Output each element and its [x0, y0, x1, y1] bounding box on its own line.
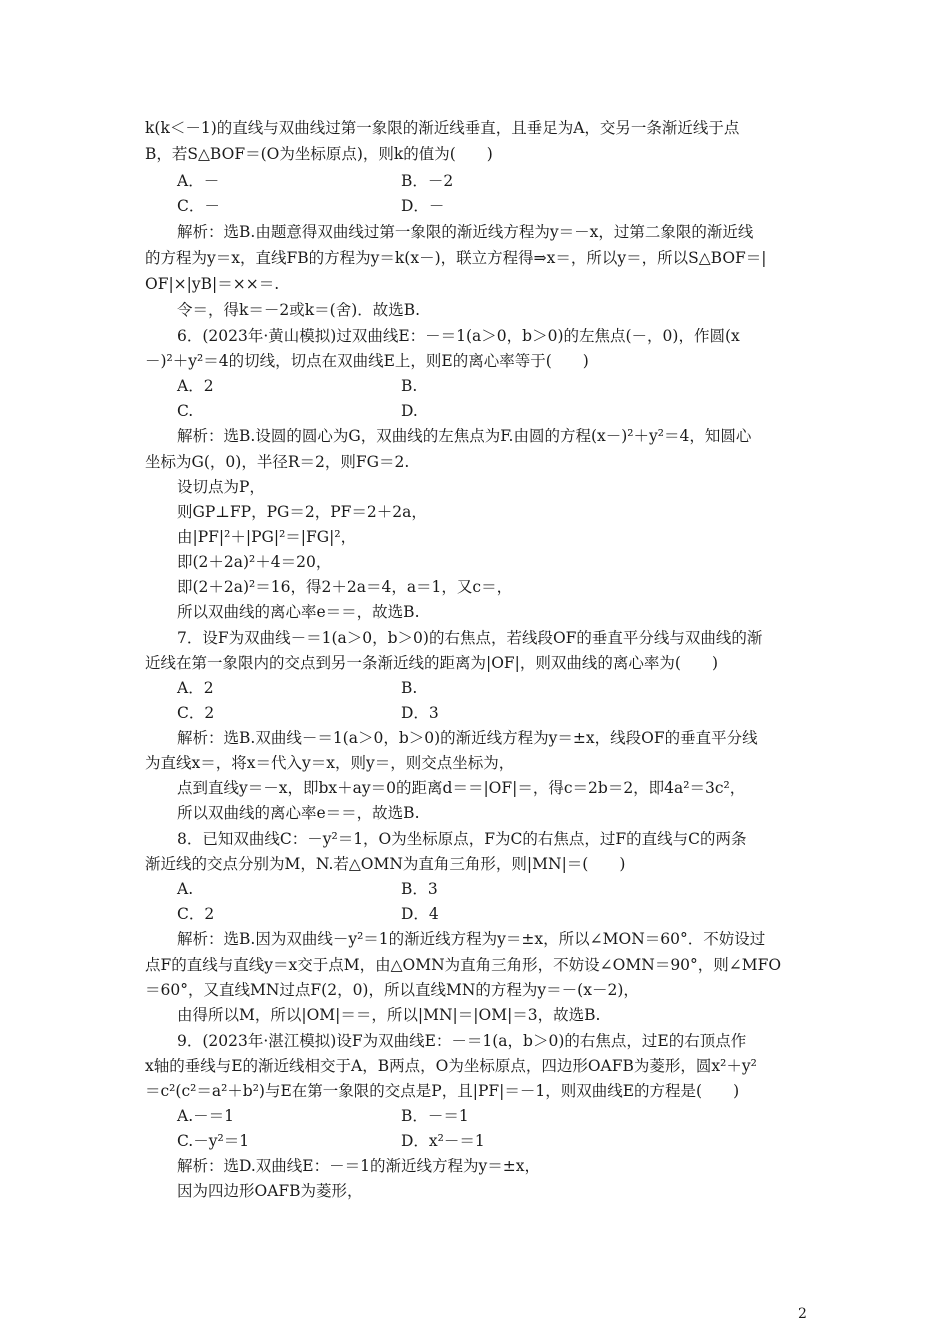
option-a: A．2	[177, 377, 214, 395]
page-number: 2	[798, 1306, 807, 1322]
text-line: 渐近线的交点分别为M，N.若△OMN为直角三角形，则|MN|＝( )	[145, 855, 626, 873]
text-line: 所以双曲线的离心率e＝＝，故选B.	[177, 603, 420, 621]
option-d: D.	[401, 402, 418, 420]
text-line: 为直线x＝，将x＝代入y＝x，则y＝，则交点坐标为，	[145, 754, 515, 772]
option-d: D．4	[401, 905, 439, 923]
text-line: 令＝，得k＝－2或k＝(舍)．故选B.	[177, 301, 421, 319]
option-c: C．2	[177, 704, 215, 722]
text-line: OF|×|yB|＝××＝.	[145, 275, 280, 293]
option-b: B．3	[401, 880, 438, 898]
text-line: 解析：选D.双曲线E：－＝1的渐近线方程为y＝±x，	[177, 1157, 540, 1175]
text-line: 解析：选B.设圆的圆心为G，双曲线的左焦点为F.由圆的方程(x－)²＋y²＝4，知圆心	[177, 427, 752, 445]
text-line: 点到直线y＝－x，即bx＋ay＝0的距离d＝＝|OF|＝，得c＝2b＝2，即4a²＝3c²，	[177, 779, 746, 797]
option-c: C．－	[177, 197, 220, 215]
option-b: B．－2	[401, 172, 454, 190]
text-line: 所以双曲线的离心率e＝＝，故选B.	[177, 804, 420, 822]
option-a: A．－	[177, 172, 220, 190]
question-7: 7．设F为双曲线－＝1(a＞0，b＞0)的右焦点，若线段OF的垂直平分线与双曲线的渐	[177, 629, 763, 647]
option-b: B．－＝1	[401, 1107, 469, 1125]
text-line: 因为四边形OAFB为菱形，	[177, 1182, 363, 1200]
option-c: C.	[177, 402, 194, 420]
text-line: 设切点为P，	[177, 478, 265, 496]
option-c: C．2	[177, 905, 215, 923]
text-line: 即(2＋2a)²＋4＝20，	[177, 553, 332, 571]
text-line: 则GP⊥FP，PG＝2，PF＝2＋2a，	[177, 503, 427, 521]
option-d: D．3	[401, 704, 439, 722]
option-a: A.	[177, 880, 194, 898]
option-c: C.－y²＝1	[177, 1132, 250, 1150]
text-line: 的方程为y＝x，直线FB的方程为y＝k(x－)，联立方程得⇒x＝，所以y＝，所以S△BOF＝|	[145, 249, 767, 267]
text-line: ＝60°，又直线MN过点F(2，0)，所以直线MN的方程为y＝－(x－2)，	[145, 981, 639, 999]
text-line: 解析：选B.双曲线－＝1(a＞0，b＞0)的渐近线方程为y＝±x，线段OF的垂直平分线	[177, 729, 758, 747]
text-line: 由|PF|²＋|PG|²＝|FG|²，	[177, 528, 357, 546]
option-b: B.	[401, 377, 418, 395]
text-line: 即(2＋2a)²＝16，得2＋2a＝4，a＝1，又c＝，	[177, 578, 513, 596]
option-d: D．x²－＝1	[401, 1132, 485, 1150]
text-line: 坐标为G(，0)，半径R＝2，则FG＝2.	[145, 453, 410, 471]
question-8: 8．已知双曲线C：－y²＝1，O为坐标原点，F为C的右焦点，过F的直线与C的两条	[177, 830, 747, 848]
text-line: 点F的直线与直线y＝x交于点M，由△OMN为直角三角形，不妨设∠OMN＝90°，则∠MFO	[145, 956, 782, 974]
question-9: 9．(2023年·湛江模拟)设F为双曲线E：－＝1(a，b＞0)的右焦点，过E的右顶点作	[177, 1032, 747, 1050]
text-line: －)²＋y²＝4的切线，切点在双曲线E上，则E的离心率等于( )	[145, 352, 589, 370]
text-line: 近线在第一象限内的交点到另一条渐近线的距离为|OF|，则双曲线的离心率为( )	[145, 654, 719, 672]
text-line: k(k＜－1)的直线与双曲线过第一象限的渐近线垂直，且垂足为A，交另一条渐近线于点	[145, 119, 740, 137]
text-line: B，若S△BOF＝(O为坐标原点)，则k的值为( )	[145, 145, 493, 163]
text-line: 解析：选B.因为双曲线－y²＝1的渐近线方程为y＝±x，所以∠MON＝60°．不妨设过	[177, 930, 766, 948]
text-line: x轴的垂线与E的渐近线相交于A，B两点，O为坐标原点，四边形OAFB为菱形，圆x²＋y²	[145, 1057, 757, 1075]
option-b: B.	[401, 679, 418, 697]
text-line: 由得所以M，所以|OM|＝＝，所以|MN|＝|OM|＝3，故选B.	[177, 1006, 601, 1024]
option-d: D．－	[401, 197, 445, 215]
option-a: A．2	[177, 679, 214, 697]
option-a: A.－＝1	[177, 1107, 234, 1125]
text-line: ＝c²(c²＝a²＋b²)与E在第一象限的交点是P，且|PF|＝－1，则双曲线E的方程是( )	[145, 1082, 740, 1100]
text-line: 解析：选B.由题意得双曲线过第一象限的渐近线方程为y＝－x，过第二象限的渐近线	[177, 223, 754, 241]
question-6: 6．(2023年·黄山模拟)过双曲线E：－＝1(a＞0，b＞0)的左焦点(－，0)，作圆(x	[177, 327, 740, 345]
